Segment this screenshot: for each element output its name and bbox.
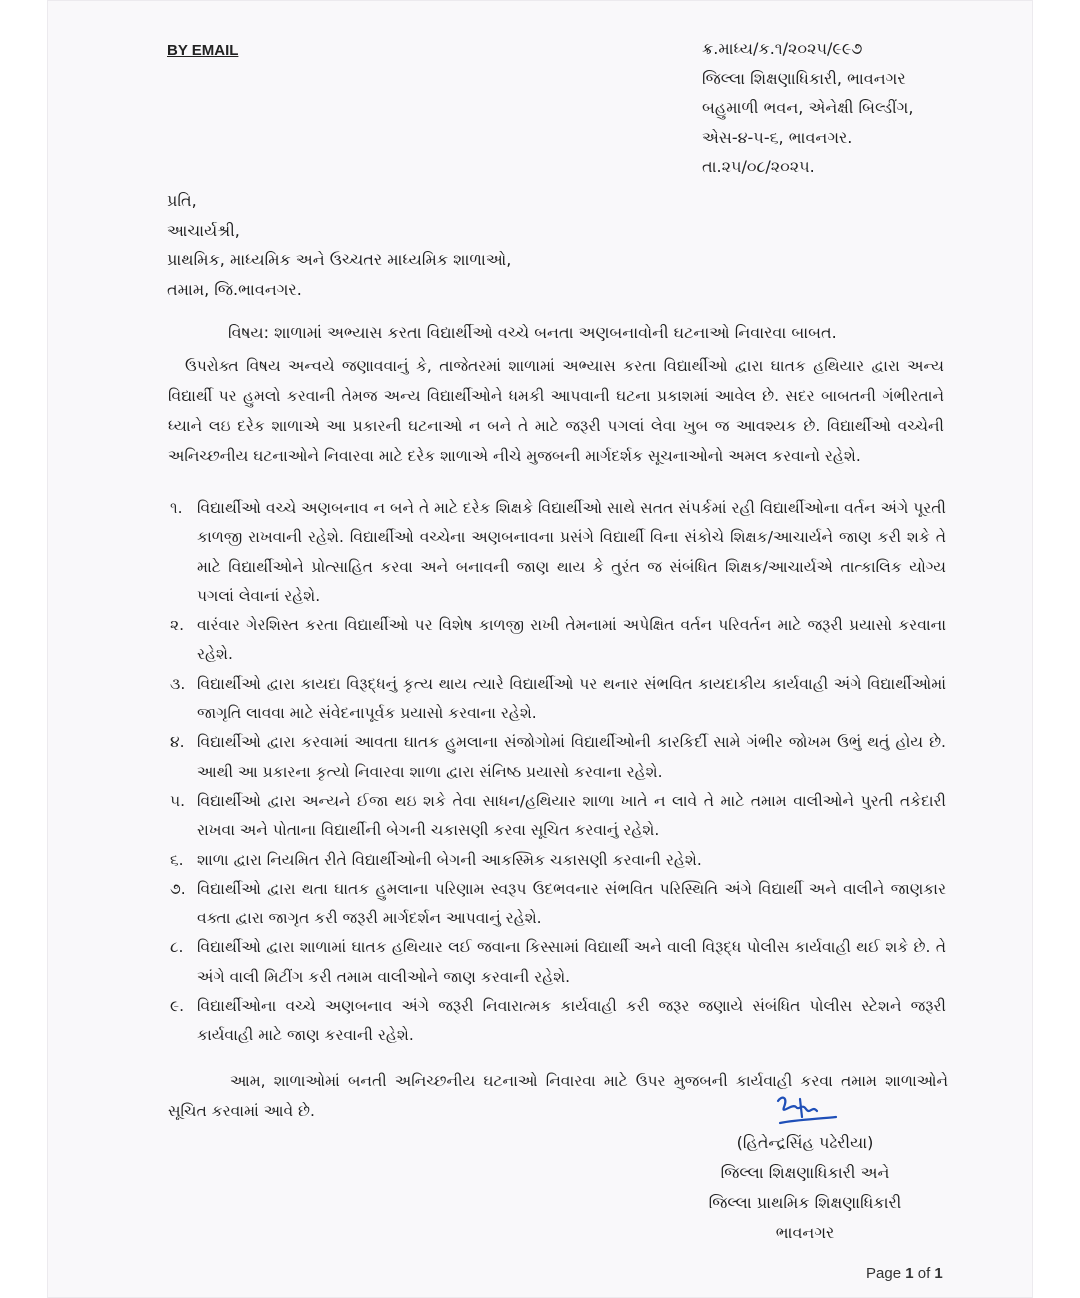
- list-item: [170, 992, 946, 1051]
- signatory-place: ભાવનગર: [775, 1223, 835, 1242]
- item-number: ૨.: [170, 616, 185, 635]
- list-item: [170, 933, 946, 992]
- item-text: વારંવાર ગેરશિસ્ત કરતા વિદ્યાર્થીઓ પર વિશેષ કાળજી રાખી તેમનામાં અપેક્ષિત વર્તન પરિવર્તન માટે જરૂરી પ્રયાસો કરવાના રહેશે.: [197, 616, 946, 664]
- item-number: ૮.: [170, 938, 184, 957]
- page-number: [866, 1265, 943, 1282]
- list-item: [170, 494, 946, 611]
- subject-line: વિષય: શાળામાં અભ્યાસ કરતા વિદ્યાર્થીઓ વચ્ચે બનતા અણબનાવોની ઘટનાઓ નિવારવા બાબત.: [228, 323, 837, 342]
- signatory-name: (હિતેન્દ્રસિંહ પઢેરીયા): [736, 1133, 874, 1152]
- page-label: Page: [866, 1265, 902, 1282]
- list-item: [170, 728, 946, 787]
- item-number: ૩.: [170, 674, 186, 693]
- item-number: ૧.: [170, 499, 183, 517]
- item-number: ૬.: [170, 850, 184, 869]
- page-of: of: [917, 1265, 931, 1282]
- closing-paragraph: આમ, શાળાઓમાં બનતી અનિચ્છનીય ઘટનાઓ નિવારવા માટે ઉપર મુજબની કાર્યવાહી કરવા તમામ શાળાઓને સૂચિત કરવામાં આવે છે.: [168, 1072, 948, 1120]
- signatory-title: જિલ્લા પ્રાથમિક શિક્ષણાધિકારી: [708, 1193, 902, 1212]
- item-text: વિદ્યાર્થીઓ દ્વારા અન્યને ઈજા થઇ શકે તેવા સાધન/હથિયાર શાળા ખાતે ન લાવે તે માટે તમામ વાલીઓને પુરતી તકેદારી રાખવા અને પોતાના વિદ્યાર્થીની બેગની ચકાસણી કરવા સૂચિત કરવાનું રહેશે.: [197, 791, 946, 840]
- recipient-block: [167, 186, 667, 304]
- list-item: [170, 875, 946, 934]
- item-text: વિદ્યાર્થીઓ દ્વારા શાળામાં ઘાતક હથિયાર લઈ જવાના કિસ્સામાં વિદ્યાર્થી અને વાલી વિરૂદ્ધ પોલીસ કાર્યવાહી થઈ શકે છે. તે અંગે વાલી મિટીંગ કરી તમામ વાલીઓને જાણ કરવાની રહેશે.: [197, 938, 946, 986]
- office-name: જિલ્લા શિક્ષણાધિકારી, ભાવનગર: [702, 68, 906, 88]
- recipient-line: પ્રતિ,: [167, 191, 197, 210]
- recipient-line: આચાર્યશ્રી,: [167, 220, 240, 240]
- by-email-label: BY EMAIL: [167, 42, 239, 59]
- page-current: 1: [905, 1265, 914, 1282]
- item-number: ૯.: [170, 997, 185, 1016]
- list-item: [170, 787, 946, 846]
- handwritten-signature: [772, 1093, 842, 1129]
- list-item: [170, 670, 946, 729]
- item-text: વિદ્યાર્થીઓના વચ્ચે અણબનાવ અંગે જરૂરી નિવારાત્મક કાર્યવાહી કરી જરૂર જણાયે સંબંધિત પોલીસ સ્ટેશને જરૂરી કાર્યવાહી માટે જાણ કરવાની રહેશે.: [197, 997, 946, 1045]
- item-text: શાળા દ્વારા નિયમિત રીતે વિદ્યાર્થીઓની બેગની આકસ્મિક ચકાસણી કરવાની રહેશે.: [197, 850, 702, 869]
- list-item: [170, 611, 946, 670]
- letter-header: [702, 34, 1022, 182]
- office-address: એસ-૪-૫-૬, ભાવનગર.: [702, 127, 853, 147]
- item-number: ૫.: [170, 791, 186, 810]
- item-number: ૪.: [170, 733, 185, 752]
- reference-number: ક્ર.માધ્ય/ક.૧/૨૦૨૫/૯૯૭: [702, 39, 863, 58]
- item-number: ૭.: [170, 879, 186, 898]
- list-item: [170, 846, 946, 875]
- recipient-line: પ્રાથમિક, માધ્યમિક અને ઉચ્ચતર માધ્યમિક શાળાઓ,: [167, 250, 512, 269]
- letter-date: તા.૨૫/૦૮/૨૦૨૫.: [702, 157, 815, 176]
- intro-paragraph: ઉપરોક્ત વિષય અન્વયે જણાવવાનું કે, તાજેતરમાં શાળામાં અભ્યાસ કરતા વિદ્યાર્થીઓ દ્વારા ઘાતક હથિયાર દ્વારા અન્ય વિદ્યાર્થી પર હુમલો કરવાની તેમજ અન્ય વિદ્યાર્થીઓને ધમકી આપવાની ઘટના પ્રકાશમાં આવેલ છે. સદર બાબતની ગંભીરતાને ધ્યાને લઇ દરેક શાળાએ આ પ્રકારની ઘટનાઓ ન બને તે માટે જરૂરી પગલાં લેવા ખુબ જ આવશ્યક છે. વિદ્યાર્થીઓ વચ્ચેની અનિચ્છનીય ઘટનાઓને નિવારવા માટે દરેક શાળાએ નીચે મુજબની માર્ગદર્શક સૂચનાઓનો અમલ કરવાનો રહેશે.: [168, 357, 944, 465]
- signatory-title: જિલ્લા શિક્ષણાધિકારી અને: [720, 1163, 890, 1182]
- page-total: 1: [934, 1265, 943, 1282]
- item-text: વિદ્યાર્થીઓ દ્વારા કરવામાં આવતા ઘાતક હુમલાના સંજોગોમાં વિદ્યાર્થીઓની કારકિર્દી સામે ગંભીર જોખમ ઉભું થતું હોય છે. આથી આ પ્રકારના કૃત્યો નિવારવા શાળા દ્વારા સંનિષ્ઠ પ્રયાસો કરવાના રહેશે.: [197, 733, 946, 781]
- recipient-line: તમામ, જિ.ભાવનગર.: [167, 279, 302, 299]
- item-text: વિદ્યાર્થીઓ વચ્ચે અણબનાવ ન બને તે માટે દરેક શિક્ષકે વિદ્યાર્થીઓ સાથે સતત સંપર્કમાં રહી વિદ્યાર્થીઓના વર્તન અંગે પૂરતી કાળજી રાખવાની રહેશે. વિદ્યાર્થીઓ વચ્ચેના અણબનાવના પ્રસંગે વિદ્યાર્થી વિના સંકોચે શિક્ષક/આચાર્યને જાણ કરી શકે તે માટે વિદ્યાર્થીઓને પ્રોત્સાહિત કરવા અને બનાવની જાણ થાય કે તુરંત જ સંબંધિત શિક્ષક/આચાર્યએ તાત્કાલિક યોગ્ય પગલાં લેવાનાં રહેશે.: [197, 499, 946, 605]
- signature-block: [700, 1128, 910, 1248]
- item-text: વિદ્યાર્થીઓ દ્વારા થતા ઘાતક હુમલાના પરિણામ સ્વરૂપ ઉદભવનાર સંભવિત પરિસ્થિતિ અંગે વિદ્યાર્થી અને વાલીને જાણકાર વક્તા દ્વારા જાગૃત કરી જરૂરી માર્ગદર્શન આપવાનું રહેશે.: [197, 879, 946, 928]
- office-building: બહુમાળી ભવન, એનેક્ષી બિલ્ડીંગ,: [702, 98, 914, 117]
- item-text: વિદ્યાર્થીઓ દ્વારા કાયદા વિરૂદ્ધનું કૃત્ય થાય ત્યારે વિદ્યાર્થીઓ પર થનાર સંભવિત કાયદાકીય કાર્યવાહી અંગે વિદ્યાર્થીઓમાં જાગૃતિ લાવવા માટે સંવેદનાપૂર્વક પ્રયાસો કરવાના રહેશે.: [197, 674, 946, 723]
- instruction-list: [170, 494, 946, 1051]
